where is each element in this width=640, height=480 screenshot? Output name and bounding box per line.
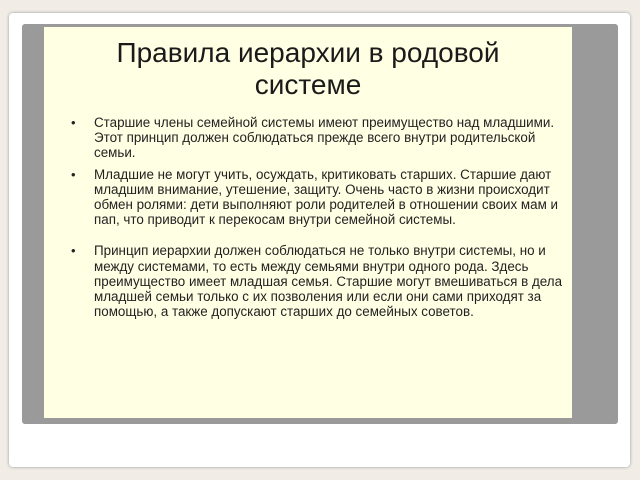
bullet-dot-icon: • — [71, 166, 76, 182]
bullet-text-2: Младшие не могут учить, осуждать, критиковать старших. Старшие дают младшим внимание, утешение, защиту. Очень часто в жизни происходит обмен ролями: дети выполняют роли родителей в отношении своих мам и пап, что приводит к перекосам внутри семейной системы. — [94, 166, 558, 228]
bullet-text-1: Старшие члены семейной системы имеют преимущество над младшими. Этот принцип должен соблюдаться прежде всего внутри родительской семьи. — [94, 115, 555, 161]
bullet-text-3: Принцип иерархии должен соблюдаться не только внутри системы, но и между системами, то есть между семьями внутри одного рода. Здесь преимущество имеет младшая семья. Старшие могут вмешиваться в дела младшей семьи только с их позволения или если они сами приходят за помощью, а также допускают старших до семейных советов. — [94, 243, 563, 320]
bullet-item-3 — [70, 243, 565, 319]
slide — [44, 27, 572, 418]
bullet-dot-icon: • — [71, 115, 76, 130]
bullet-item-2 — [70, 167, 565, 228]
slide-title — [44, 37, 572, 101]
slide-title-line-1: Правила иерархии в родовой — [116, 37, 500, 68]
bullet-list — [70, 115, 565, 325]
bullet-dot-icon: • — [71, 243, 76, 259]
bullet-item-1 — [70, 115, 565, 161]
slide-title-line-2: системе — [254, 69, 362, 100]
